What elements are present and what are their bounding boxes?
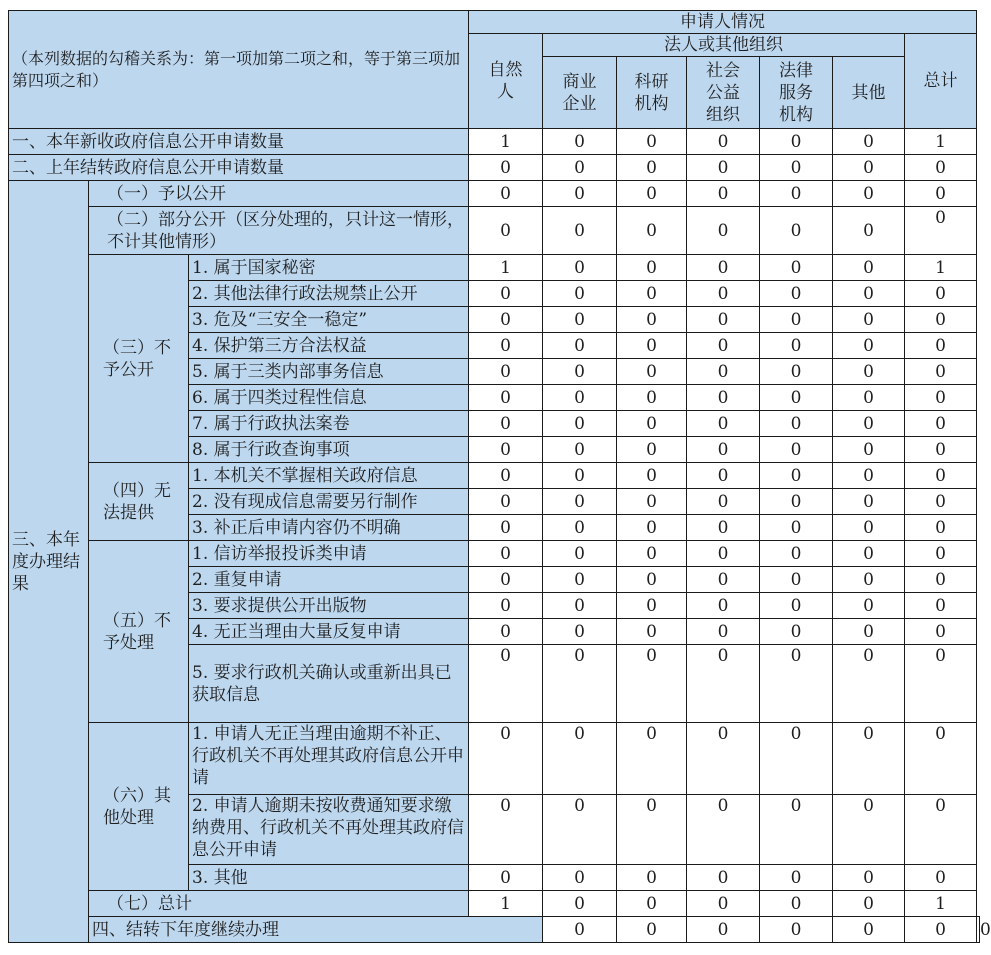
cell-value: 0 [543,917,617,943]
cell-value: 0 [469,411,543,437]
cell-value: 0 [469,333,543,359]
cell-value: 0 [469,385,543,411]
public-welfare-header [687,57,760,129]
cell-value: 0 [760,333,833,359]
cell-value: 0 [617,255,687,281]
cell-value: 0 [687,593,760,619]
cell-value: 0 [617,129,687,155]
cell-value: 0 [469,181,543,207]
cell-value: 0 [977,917,980,943]
cell-value: 0 [905,723,977,795]
cell-value: 0 [687,917,760,943]
cell-value: 1 [469,129,543,155]
cell-value: 0 [687,541,760,567]
cell-value: 0 [833,207,905,255]
cell-value: 1 [905,255,977,281]
cell-value: 1 [469,891,543,917]
row-label: 3. 危及“三安全一稳定” [189,307,469,333]
cell-value: 0 [543,281,617,307]
row-label: 8. 属于行政查询事项 [189,437,469,463]
cell-value: 0 [760,155,833,181]
cell-value: 0 [905,917,977,943]
cell-value: 0 [905,281,977,307]
cell-value: 0 [760,437,833,463]
group-label-not-processed: （五）不予处理 [89,541,189,723]
cell-value: 0 [760,795,833,865]
cell-value: 0 [469,541,543,567]
cell-value: 0 [687,437,760,463]
cell-value: 0 [543,333,617,359]
cell-value: 0 [543,795,617,865]
row-label: 1. 属于国家秘密 [189,255,469,281]
cell-value: 0 [687,255,760,281]
cell-value: 0 [905,645,977,723]
cell-value: 0 [833,307,905,333]
row-label: 3. 补正后申请内容仍不明确 [189,515,469,541]
cell-value: 0 [905,541,977,567]
cell-value: 0 [905,795,977,865]
cell-value: 0 [687,489,760,515]
cell-value: 0 [687,723,760,795]
cell-value: 0 [905,463,977,489]
row-label: 四、结转下年度继续办理 [89,917,543,943]
cell-value: 0 [687,307,760,333]
cell-value: 0 [905,437,977,463]
commercial-label: 商业企业 [562,71,597,114]
cell-value: 0 [617,795,687,865]
cell-value: 0 [833,917,905,943]
public-welfare-label: 社会公益组织 [705,60,740,125]
cell-value: 0 [760,207,833,255]
row-label: 1. 信访举报投诉类申请 [189,541,469,567]
cell-value: 0 [760,567,833,593]
cell-value: 0 [617,385,687,411]
cell-value: 0 [543,411,617,437]
other-header: 其他 [833,57,905,129]
cell-value: 0 [687,129,760,155]
cell-value: 0 [617,207,687,255]
cell-value: 0 [617,917,687,943]
applicant-situation-header: 申请人情况 [469,11,977,34]
cell-value: 0 [760,723,833,795]
cell-value: 0 [687,155,760,181]
natural-person-header [469,34,543,129]
cell-value: 0 [687,795,760,865]
cell-value: 0 [543,619,617,645]
row-label: （七）总计 [89,891,469,917]
cell-value: 0 [617,865,687,891]
cell-value: 0 [543,359,617,385]
cell-value: 0 [760,411,833,437]
cell-value: 0 [543,255,617,281]
cell-value: 0 [617,891,687,917]
cell-value: 0 [543,155,617,181]
cell-value: 0 [543,567,617,593]
cell-value: 0 [760,129,833,155]
cell-value: 0 [543,307,617,333]
cell-value: 0 [469,593,543,619]
cell-value: 0 [687,359,760,385]
cell-value: 0 [833,255,905,281]
cell-value: 0 [833,619,905,645]
cell-value: 0 [469,207,543,255]
cell-value: 0 [905,593,977,619]
cell-value: 0 [905,181,977,207]
cell-value: 0 [905,207,977,255]
cell-value: 0 [617,463,687,489]
cell-value: 0 [760,593,833,619]
cell-value: 0 [760,515,833,541]
row-label: 2. 没有现成信息需要另行制作 [189,489,469,515]
cell-value: 0 [833,129,905,155]
table-row [9,181,980,207]
cell-value: 0 [833,463,905,489]
cell-value: 0 [760,891,833,917]
cell-value: 0 [617,333,687,359]
cell-value: 0 [543,645,617,723]
cell-value: 0 [543,385,617,411]
cell-value: 0 [469,359,543,385]
table-row [9,155,980,181]
cell-value: 0 [469,567,543,593]
statistics-table [8,10,991,943]
research-label: 科研机构 [634,71,669,114]
cell-value: 0 [543,207,617,255]
cell-value: 0 [469,463,543,489]
cell-value: 0 [617,155,687,181]
cell-value: 1 [905,891,977,917]
cell-value: 0 [617,489,687,515]
cell-value: 0 [905,155,977,181]
cell-value: 0 [905,515,977,541]
row-label: 2. 申请人逾期未按收费通知要求缴纳费用、行政机关不再处理其政府信息公开申请 [189,795,469,865]
cell-value: 0 [687,281,760,307]
cell-value: 0 [543,181,617,207]
cell-value: 0 [833,437,905,463]
cell-value: 0 [617,619,687,645]
cell-value: 0 [905,411,977,437]
cell-value: 0 [833,567,905,593]
cell-value: 0 [833,515,905,541]
cell-value: 0 [833,181,905,207]
cell-value: 0 [833,593,905,619]
cell-value: 0 [760,463,833,489]
group-label-unavailable: （四）无法提供 [89,463,189,541]
cell-value: 0 [833,541,905,567]
table-row [9,891,980,917]
cell-value: 0 [833,359,905,385]
cell-value: 0 [905,865,977,891]
cell-value: 0 [469,307,543,333]
cell-value: 0 [617,281,687,307]
group-label-other-handling: （六）其他处理 [89,723,189,891]
legal-service-label: 法律服务机构 [778,60,813,125]
cell-value: 0 [469,515,543,541]
cell-value: 1 [905,129,977,155]
cell-value: 0 [543,865,617,891]
row-label: 2. 重复申请 [189,567,469,593]
cell-value: 0 [469,489,543,515]
row-label: （一）予以公开 [89,181,469,207]
cell-value: 0 [687,333,760,359]
cell-value: 0 [617,359,687,385]
cell-value: 0 [905,567,977,593]
cell-value: 0 [617,181,687,207]
group-label-withheld: （三）不予公开 [89,255,189,463]
cell-value: 0 [617,593,687,619]
cell-value: 0 [760,541,833,567]
cell-value: 0 [617,307,687,333]
cell-value: 0 [617,645,687,723]
cell-value: 0 [687,567,760,593]
natural-person-label: 自然人 [488,60,523,102]
research-header [617,57,687,129]
cell-value: 0 [905,489,977,515]
cell-value: 0 [543,515,617,541]
cell-value: 0 [543,437,617,463]
cell-value: 0 [687,515,760,541]
cell-value: 0 [833,795,905,865]
row-label: 5. 要求行政机关确认或重新出具已获取信息 [189,645,469,723]
cell-value: 0 [469,619,543,645]
cell-value: 0 [687,181,760,207]
cell-value: 0 [833,155,905,181]
total-header: 总计 [905,34,977,129]
cell-value: 0 [833,411,905,437]
cell-value: 0 [760,645,833,723]
cell-value: 0 [469,723,543,795]
table-note: （本列数据的勾稽关系为：第一项加第二项之和，等于第三项加第四项之和） [9,11,469,129]
cell-value: 0 [469,281,543,307]
cell-value: 0 [543,891,617,917]
row-label: 4. 无正当理由大量反复申请 [189,619,469,645]
table-row [9,723,980,795]
cell-value: 0 [905,333,977,359]
table-row [9,463,980,489]
row-label: 3. 要求提供公开出版物 [189,593,469,619]
cell-value: 0 [687,385,760,411]
cell-value: 0 [543,593,617,619]
cell-value: 0 [617,723,687,795]
row-label: 5. 属于三类内部事务信息 [189,359,469,385]
cell-value: 0 [617,541,687,567]
cell-value: 0 [833,333,905,359]
cell-value: 0 [617,437,687,463]
cell-value: 0 [760,307,833,333]
cell-value: 0 [833,865,905,891]
commercial-header [543,57,617,129]
cell-value: 0 [687,463,760,489]
row-label: 7. 属于行政执法案卷 [189,411,469,437]
cell-value: 0 [617,411,687,437]
row-label: 二、上年结转政府信息公开申请数量 [9,155,469,181]
row-label: 1. 申请人无正当理由逾期不补正、行政机关不再处理其政府信息公开申请 [189,723,469,795]
cell-value: 0 [543,489,617,515]
section-three-label: 三、本年度办理结果 [9,181,89,943]
cell-value: 0 [760,181,833,207]
cell-value: 0 [469,155,543,181]
row-label: 2. 其他法律行政法规禁止公开 [189,281,469,307]
row-label: 一、本年新收政府信息公开申请数量 [9,129,469,155]
cell-value: 0 [905,307,977,333]
cell-value: 0 [687,645,760,723]
cell-value: 0 [760,619,833,645]
row-label: 3. 其他 [189,865,469,891]
table-row [9,541,980,567]
table-row [9,917,980,943]
cell-value: 0 [833,281,905,307]
cell-value: 0 [905,619,977,645]
row-label: 1. 本机关不掌握相关政府信息 [189,463,469,489]
legal-service-header [760,57,833,129]
cell-value: 0 [833,723,905,795]
cell-value: 0 [905,359,977,385]
cell-value: 0 [760,385,833,411]
row-label: 6. 属于四类过程性信息 [189,385,469,411]
table-row [9,255,980,281]
cell-value: 0 [833,385,905,411]
cell-value: 0 [687,411,760,437]
cell-value: 1 [469,255,543,281]
cell-value: 0 [687,207,760,255]
cell-value: 0 [833,489,905,515]
cell-value: 0 [469,437,543,463]
table-row [9,207,980,255]
table-row [9,129,980,155]
row-label: （二）部分公开（区分处理的，只计这一情形，不计其他情形） [89,207,469,255]
cell-value: 0 [543,463,617,489]
cell-value: 0 [543,541,617,567]
cell-value: 0 [469,865,543,891]
cell-value: 0 [469,795,543,865]
cell-value: 0 [760,489,833,515]
cell-value: 0 [760,917,833,943]
row-label: 4. 保护第三方合法权益 [189,333,469,359]
cell-value: 0 [760,865,833,891]
cell-value: 0 [833,891,905,917]
cell-value: 0 [469,645,543,723]
cell-value: 0 [760,359,833,385]
cell-value: 0 [617,515,687,541]
cell-value: 0 [687,619,760,645]
cell-value: 0 [833,645,905,723]
cell-value: 0 [760,255,833,281]
cell-value: 0 [543,129,617,155]
cell-value: 0 [543,723,617,795]
cell-value: 0 [687,891,760,917]
cell-value: 0 [687,865,760,891]
cell-value: 0 [905,385,977,411]
cell-value: 0 [617,567,687,593]
cell-value: 0 [760,281,833,307]
legal-persons-group-header: 法人或其他组织 [543,34,905,57]
